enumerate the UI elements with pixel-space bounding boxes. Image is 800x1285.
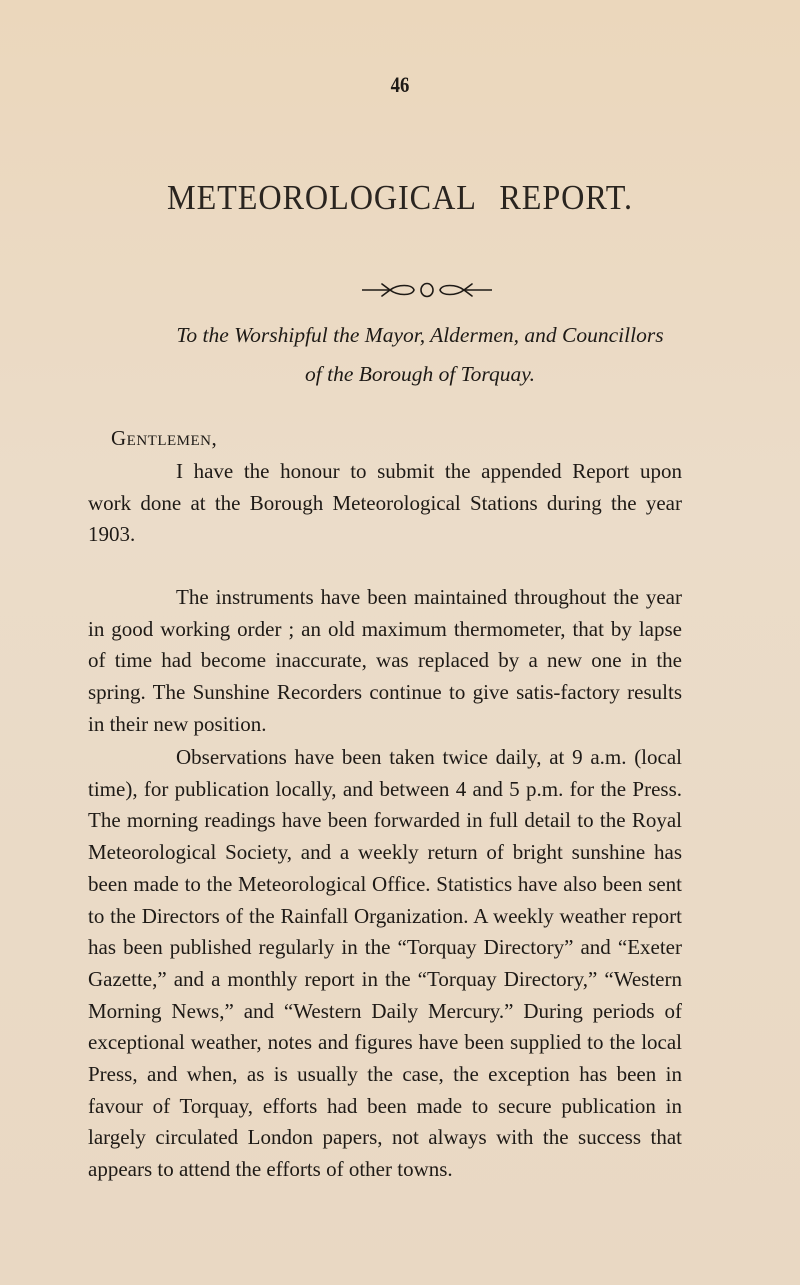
ornamental-rule-icon: [362, 279, 492, 301]
address-line-2: of the Borough of Torquay.: [305, 362, 535, 386]
salutation: Gentlemen,: [111, 426, 218, 450]
address-block: [80, 316, 760, 394]
paragraph-instruments: The instruments have been maintained throughout the year in good working order ; an old maximum thermometer, that by lapse of time had become inaccurate, was replaced by a new one in the spring. The Sunshine Recorders continue to give satis-factory results in their new position.: [88, 585, 682, 736]
address-line-1: To the Worshipful the Mayor, Aldermen, and Councillors: [176, 323, 664, 347]
paragraph-report-submission: I have the honour to submit the appended Report upon work done at the Borough Meteorological Stations during the year 1903.: [88, 459, 682, 547]
paragraph-observations: Observations have been taken twice daily, at 9 a.m. (local time), for publication locally, and between 4 and 5 p.m. for the Press. The morning readings have been forwarded in full detail to the Royal Meteorological Society, and a weekly return of bright sunshine has been made to the Meteorological Office. Statistics have also been sent to the Directors of the Rainfall Organization. A weekly weather report has been published regularly in the “Torquay Directory” and “Exeter Gazette,” and a monthly report in the “Torquay Directory,” “Western Morning News,” and “Western Daily Mercury.” During periods of exceptional weather, notes and figures have been supplied to the local Press, and when, as is usually the case, the exception has been in favour of Torquay, efforts had been made to secure publication in largely circulated London papers, not always with the success that appears to attend the efforts of other towns.: [88, 745, 682, 1182]
page-title: METEOROLOGICAL REPORT.: [167, 178, 633, 217]
page-number: 46: [390, 72, 410, 97]
